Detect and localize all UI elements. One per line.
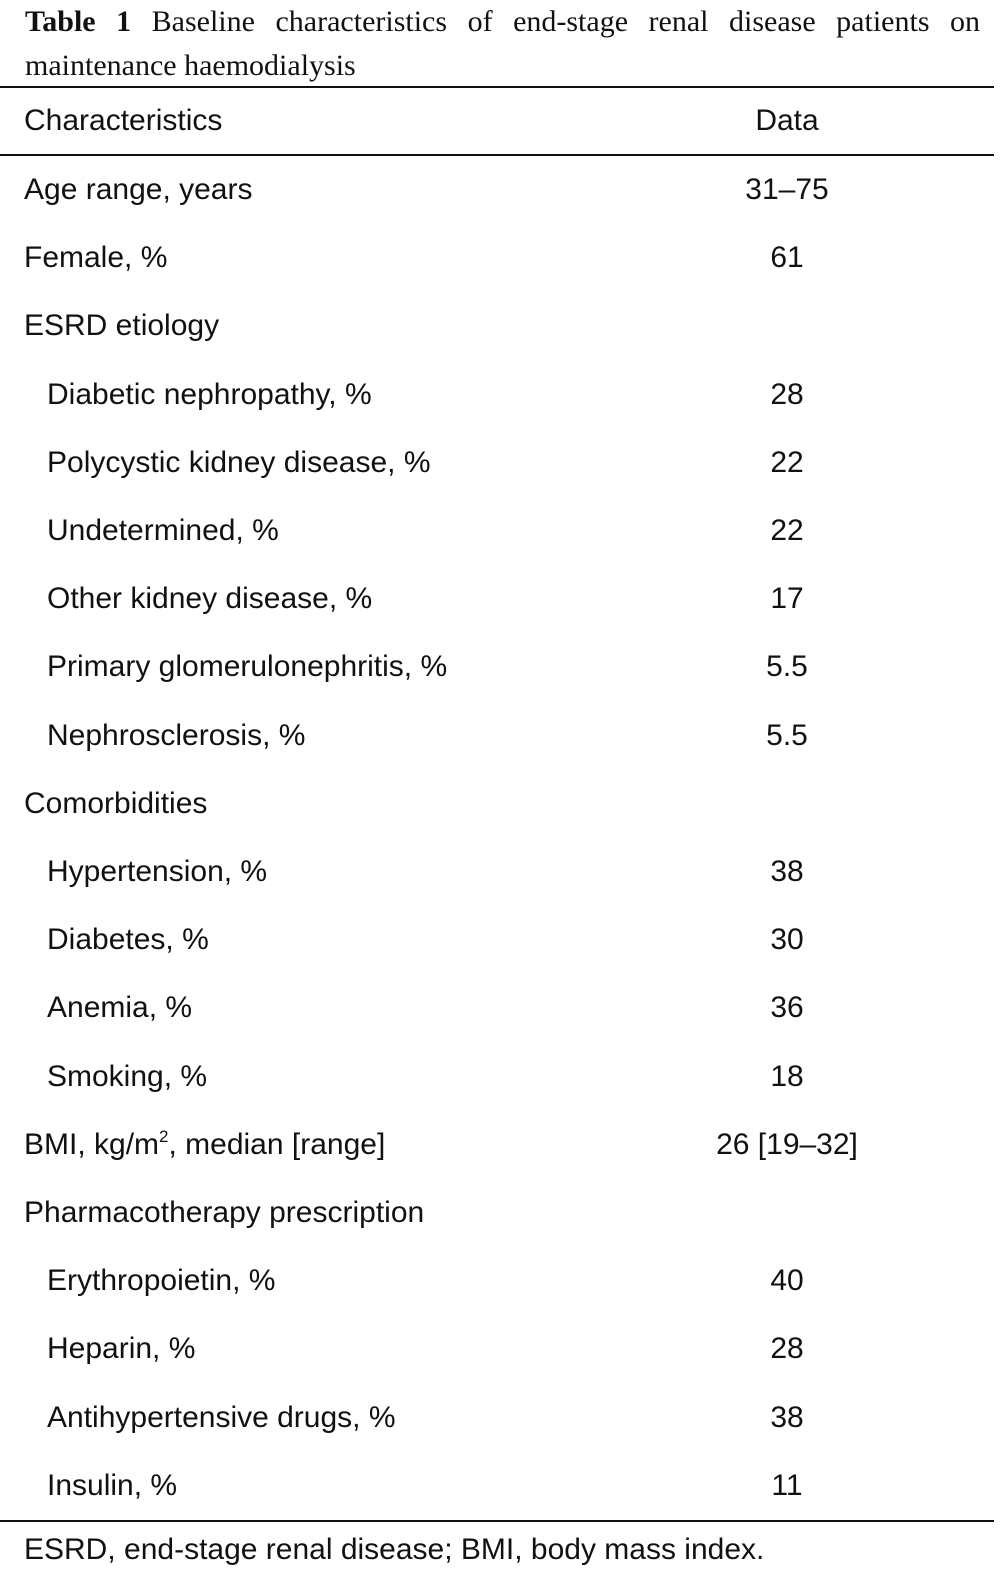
row-value: 11 (771, 1468, 803, 1502)
table-title: Baseline characteristics of end-stage renal disease patients on maintenance haemodialysis (25, 5, 981, 82)
row-label: Anemia, % (47, 991, 193, 1025)
row-label: Female, % (24, 241, 168, 275)
row-value: 17 (770, 582, 804, 616)
table-row (0, 1398, 994, 1438)
row-label: Heparin, % (47, 1332, 196, 1366)
row-value: 22 (770, 445, 804, 479)
row-label: Smoking, % (47, 1059, 208, 1093)
table-row (0, 1329, 994, 1369)
table-row (0, 1193, 994, 1233)
row-value: 30 (770, 923, 804, 957)
table-row (0, 920, 994, 960)
table-row (0, 716, 994, 756)
row-label: Pharmacotherapy prescription (24, 1196, 425, 1229)
row-label: Other kidney disease, % (47, 582, 373, 616)
row-value: 18 (770, 1059, 804, 1093)
row-value: 28 (770, 1332, 804, 1366)
header-characteristics: Characteristics (24, 104, 223, 137)
table-row (0, 511, 994, 551)
table-row (0, 443, 994, 483)
header-data: Data (755, 104, 819, 137)
table-row (0, 375, 994, 415)
table-row (0, 647, 994, 687)
row-value: 31–75 (745, 173, 829, 206)
row-label: Nephrosclerosis, % (47, 718, 306, 752)
table-row (0, 1261, 994, 1301)
row-label: Insulin, % (47, 1468, 178, 1502)
row-value: 26 [19–32] (716, 1127, 858, 1161)
row-label: Age range, years (24, 173, 253, 206)
row-label: Diabetic nephropathy, % (47, 377, 372, 411)
table-row (0, 306, 994, 346)
row-value: 28 (770, 377, 804, 411)
row-label: Erythropoietin, % (47, 1264, 276, 1298)
table-row (0, 784, 994, 824)
row-value: 38 (770, 855, 804, 888)
row-value: 36 (770, 991, 804, 1025)
row-value: 61 (770, 241, 804, 275)
table-footnote: ESRD, end-stage renal disease; BMI, body mass index. (24, 1533, 765, 1566)
row-value: 5.5 (766, 718, 808, 752)
row-label: Primary glomerulonephritis, % (47, 650, 448, 684)
table-row (0, 988, 994, 1028)
row-label: Hypertension, % (47, 855, 268, 888)
table-number: Table 1 (25, 5, 132, 38)
table-row (0, 170, 994, 210)
row-label: BMI, $kg/m^2$, median [range] (24, 1126, 386, 1161)
row-value: 40 (770, 1264, 804, 1298)
table-row (0, 579, 994, 619)
row-label: Undetermined, % (47, 514, 279, 547)
table-header (0, 101, 994, 141)
header-rule (0, 154, 994, 156)
row-value: 22 (770, 514, 804, 547)
row-value: 38 (770, 1400, 804, 1434)
table-caption (25, 0, 980, 88)
table-row (0, 1125, 994, 1165)
table-row (0, 238, 994, 278)
table-row (0, 852, 994, 892)
table-row (0, 1466, 994, 1506)
row-label: Diabetes, % (47, 923, 209, 957)
top-rule (0, 86, 994, 88)
table-row (0, 1057, 994, 1097)
row-label: Polycystic kidney disease, % (47, 445, 431, 479)
row-value: 5.5 (766, 650, 808, 684)
row-label: Antihypertensive drugs, % (47, 1400, 396, 1434)
row-label: ESRD etiology (24, 309, 220, 343)
bottom-rule (0, 1520, 994, 1522)
row-label: Comorbidities (24, 786, 208, 820)
